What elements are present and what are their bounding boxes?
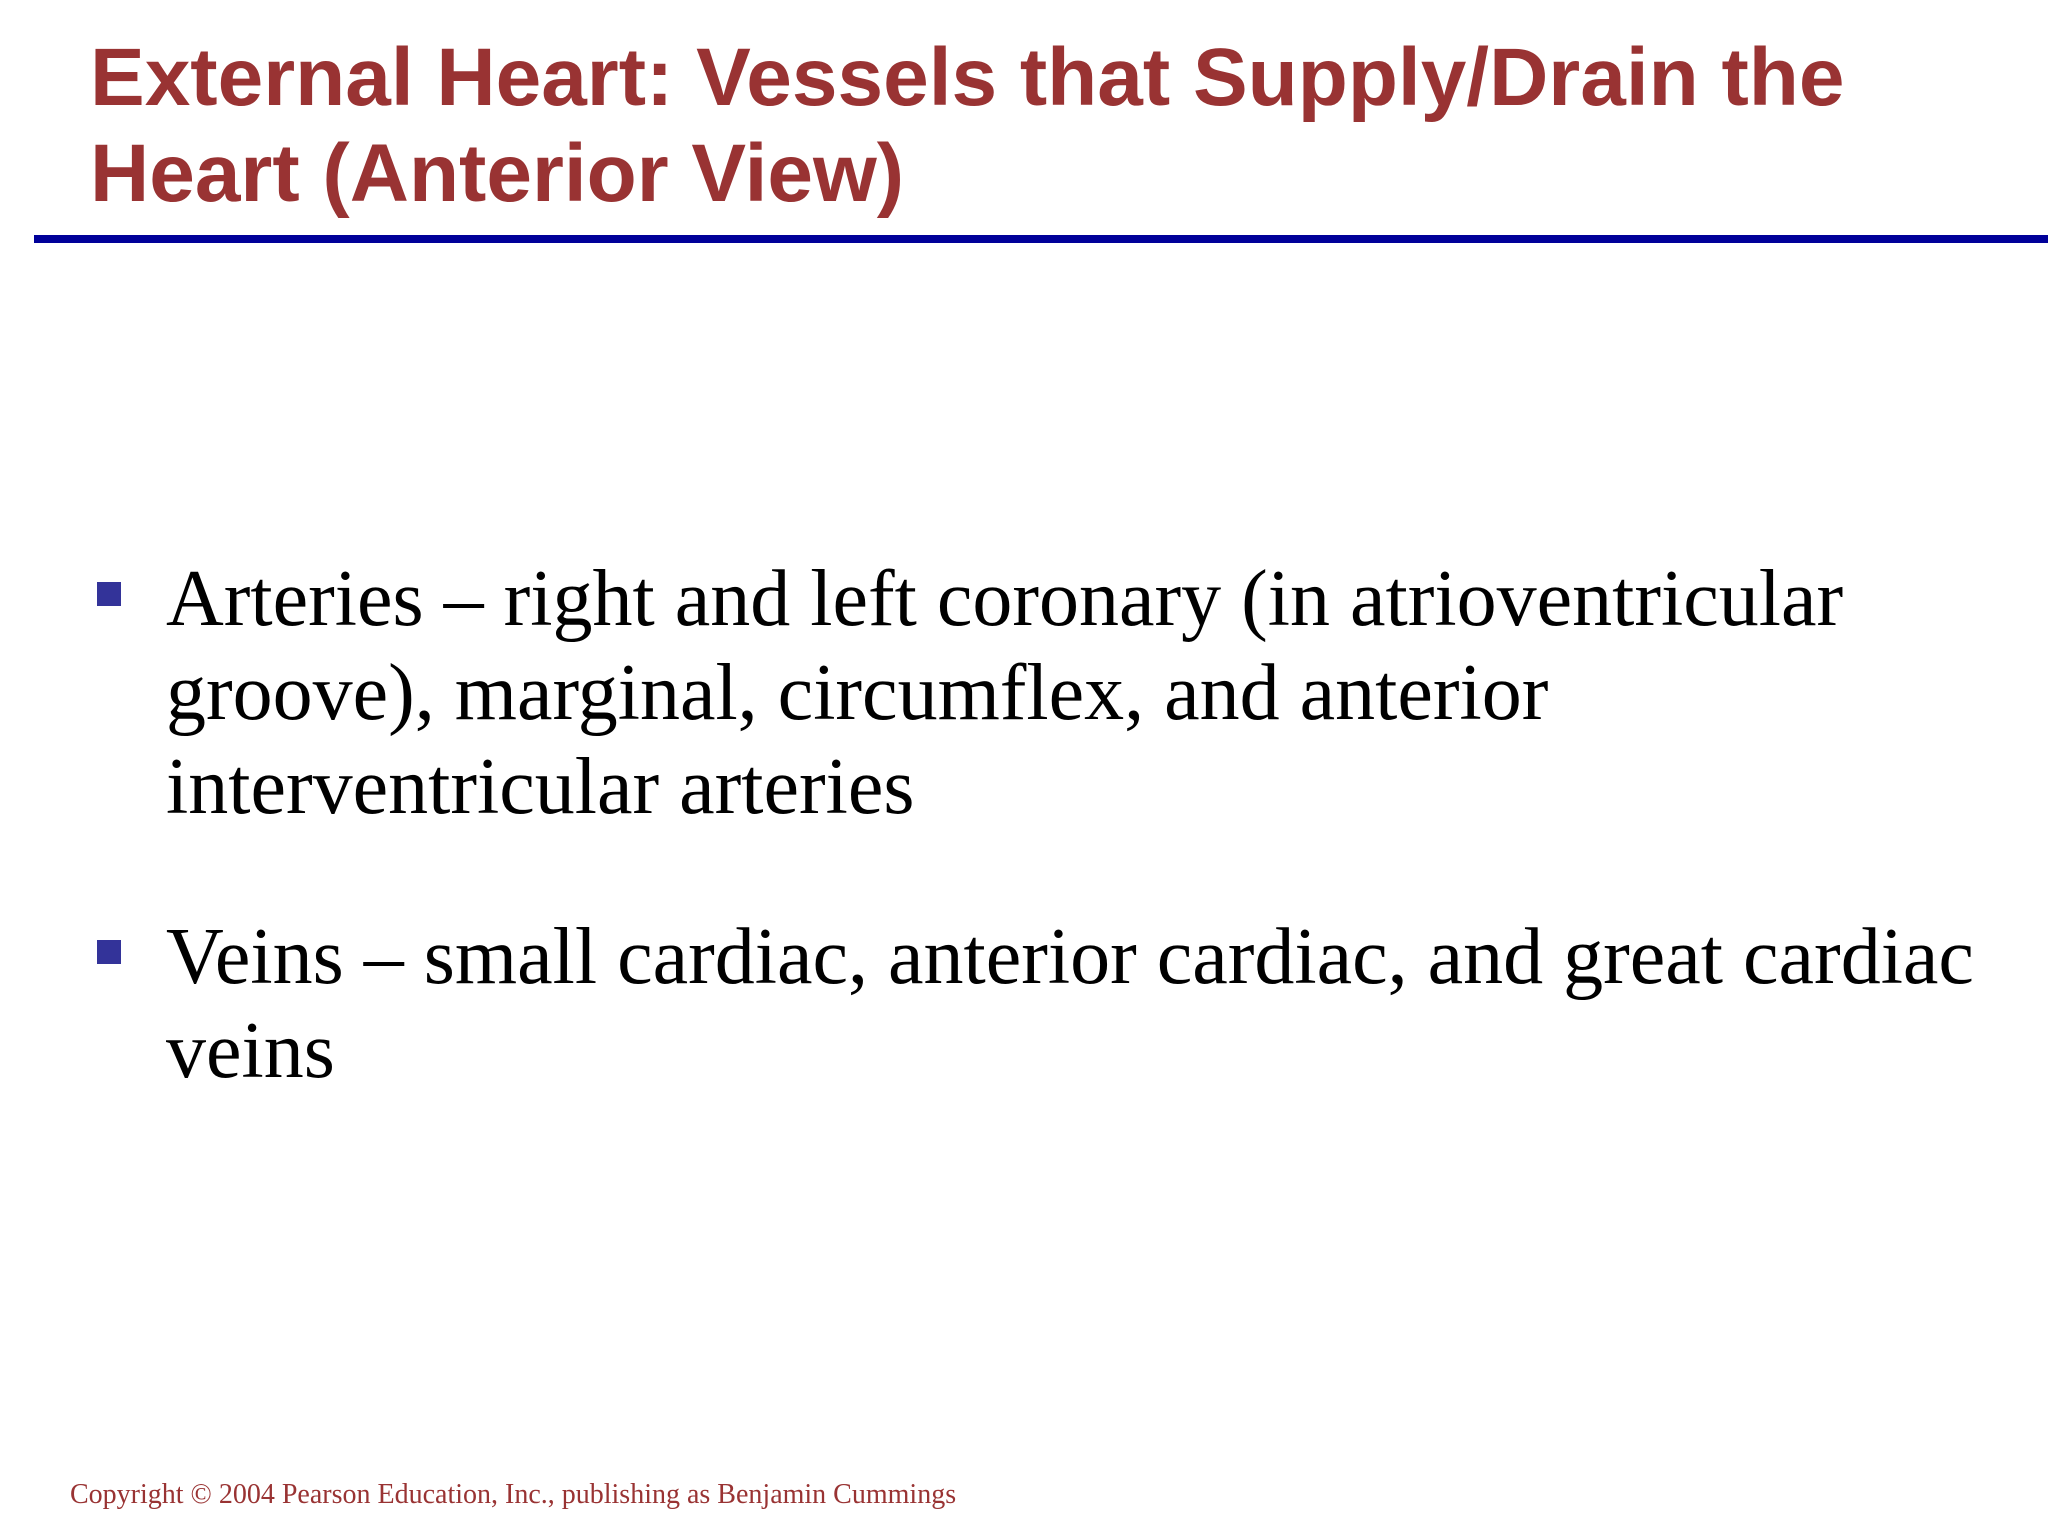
bullet-item-arteries (0, 552, 2048, 834)
bullet-list (0, 552, 2048, 1174)
bullet-text: Arteries – right and left coronary (in atrioventricular groove), marginal, circumflex, and anterior interventricular arteries (166, 555, 1844, 831)
bullet-text: Veins – small cardiac, anterior cardiac, and great cardiac veins (166, 913, 1974, 1095)
square-bullet-icon (97, 582, 121, 606)
title-divider (34, 235, 2048, 243)
copyright-notice: Copyright © 2004 Pearson Education, Inc., publishing as Benjamin Cummings (70, 1479, 957, 1510)
slide-title: External Heart: Vessels that Supply/Drain the Heart (Anterior View) (90, 32, 1845, 219)
square-bullet-icon (97, 940, 121, 964)
bullet-item-veins (0, 910, 2048, 1098)
